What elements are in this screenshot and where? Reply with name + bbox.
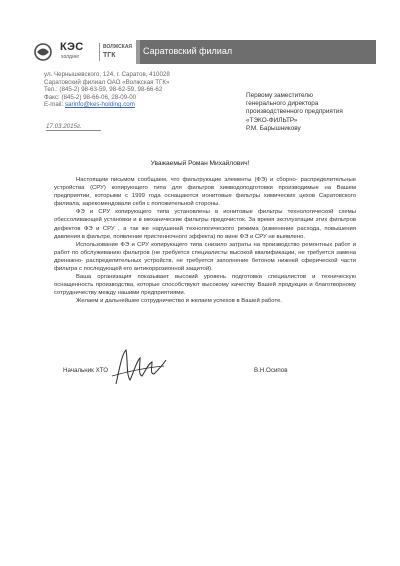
body-paragraph: Ваша организация показывает высокий уровень подготовки специалистов и техническую оснащенность производства, которые способствуют высокому качеству Вашей продукции и благотворному сотрудничеству между нашими предприятиями. bbox=[54, 274, 356, 297]
header-band-accent bbox=[136, 40, 140, 64]
company-logo bbox=[28, 40, 136, 64]
email-link[interactable]: sarinfo@kes-holding.com bbox=[65, 101, 135, 109]
logo-tgk-text: ТГК bbox=[103, 52, 116, 59]
body-paragraph: Желаем и дальнейшее сотрудничество и желаем успехов в Вашей работе. bbox=[76, 298, 282, 305]
signatory-name: В.Н.Осипов bbox=[254, 367, 288, 374]
recipient-line: производственного предприятия bbox=[246, 108, 343, 116]
body-paragraph: ФЭ и СРУ копирующего типа установлены в ионитовые фильтры технологической схемы обессоливающей установки и в механические фильтры предочисток. За время эксплуатации этих фильтров дефектов ФЭ и СРУ , а так же нарушений технологического режима (изменение расхода, повышения давления в фильтре, появление пристенночного эффекта) по вине ФЭ и СРУ не выявлено. bbox=[54, 209, 356, 240]
recipient-line: Первому заместителю bbox=[246, 92, 313, 99]
letter-date: 17.03.2015г. bbox=[46, 123, 82, 130]
logo-divider bbox=[99, 43, 100, 61]
email-line bbox=[44, 101, 170, 109]
letterhead bbox=[28, 40, 376, 64]
recipient-line: Р.М. Барышникову bbox=[246, 124, 301, 132]
logo-kes-text: КЭС bbox=[60, 41, 84, 53]
logo-volzhskaya-text: ВОЛЖСКАЯ bbox=[103, 44, 133, 50]
letter-body bbox=[54, 176, 356, 306]
branch-title: Саратовский филиал bbox=[143, 46, 233, 56]
fax-line: Факс: (845-2) 98-66-06, 28-09-00 bbox=[44, 93, 137, 101]
kes-logo-icon bbox=[32, 43, 54, 61]
signatory-title: Начальник ХТО bbox=[63, 367, 109, 374]
recipient-line: «ТЭКО-ФИЛЬТР» bbox=[246, 116, 298, 124]
greeting: Уважаемый Роман Михайлович! bbox=[150, 160, 250, 167]
handwritten-signature bbox=[108, 346, 168, 388]
body-paragraph: Настоящим письмом сообщаем, что фильтрующие элементы (ФЭ) и сборно- распределительные устройства (СРУ) копирующего типа для фильтров химводоподготовки производимые на Вашем предприятии, которыми с 1999 года оснащаются ионитовые фильтры химических цехов Саратовского филиала, зарекомендовали себя с положительной стороны. bbox=[54, 177, 356, 208]
address-line: ул. Чернышевского, 124, г. Саратов, 410028 bbox=[44, 71, 170, 78]
recipient-block bbox=[246, 92, 343, 133]
phone-line: Тел.: (845-2) 98-63-59, 98-62-59, 98-66-62 bbox=[44, 86, 163, 94]
logo-holding-text: холдинг bbox=[61, 54, 80, 60]
date-underline bbox=[46, 130, 101, 131]
body-paragraph: Использование ФЭ и СРУ копирующего типа снизило затраты на производство ремонтных работ и работ по обслуживанию фильтров (не требуется специалисты высокой квалификации, не требуется замена дренажно- распределительных устройств, не требуется заполнение бетоном нижней сферической части фильтра с последующей его антикоррозионной защитой). bbox=[54, 241, 356, 273]
address-line: Саратовский филиал ОАО «Волжская ТГК» bbox=[44, 78, 170, 86]
sender-address bbox=[44, 71, 170, 109]
email-label: E-mail: bbox=[44, 101, 64, 109]
recipient-line: генерального директора bbox=[246, 100, 319, 108]
